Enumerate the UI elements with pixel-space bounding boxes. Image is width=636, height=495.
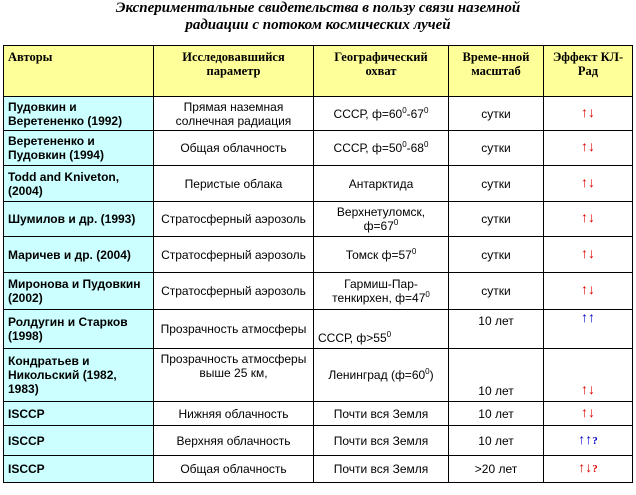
cell-effect [544, 166, 633, 202]
cell-param: Стратосферный аэрозоль [154, 273, 314, 310]
cell-geo [314, 131, 449, 166]
cell-effect [544, 97, 633, 131]
geo-text-mid: -68 [406, 141, 424, 155]
cell-scale: сутки [449, 97, 544, 131]
table-row [4, 402, 633, 426]
arrow-up-icon: ↑ [581, 383, 588, 398]
cell-param: Общая облачность [154, 131, 314, 166]
cell-scale: 10 лет [449, 402, 544, 426]
arrow-down-icon: ↓ [588, 405, 595, 421]
question-mark: ? [592, 463, 598, 475]
cell-authors: ISCCP [4, 426, 154, 456]
cell-param: Стратосферный аэрозоль [154, 202, 314, 237]
header-scale: Време-нной масштаб [449, 46, 544, 97]
title-line-2: радиации с потоком космических лучей [185, 17, 451, 33]
arrow-down-icon: ↓ [588, 140, 595, 155]
cell-geo: Почти вся Земля [314, 402, 449, 426]
cell-geo: Почти вся Земля [314, 426, 449, 456]
table-row [4, 97, 633, 131]
table-row [4, 131, 633, 166]
arrow-down-icon: ↓ [588, 246, 595, 262]
cell-param: Прямая наземная солнечная радиация [154, 97, 314, 131]
cell-scale: сутки [449, 273, 544, 310]
table-row [4, 349, 633, 402]
geo-degree: 0 [393, 218, 399, 227]
header-row [4, 46, 633, 97]
question-mark: ? [592, 434, 598, 447]
cell-param: Прозрачность атмосферы выше 25 км, [154, 349, 314, 402]
arrow-up-icon: ↑ [581, 405, 588, 421]
cell-authors: Миронова и Пудовкин (2002) [4, 273, 154, 310]
cell-authors: Шумилов и др. (1993) [4, 202, 154, 237]
cell-effect [544, 237, 633, 273]
table-row [4, 456, 633, 483]
cell-geo [314, 202, 449, 237]
evidence-table [3, 45, 633, 483]
arrow-down-icon: ↓ [588, 211, 595, 226]
cell-param: Перистые облака [154, 166, 314, 202]
table-row [4, 426, 633, 456]
cell-effect [544, 310, 633, 349]
cell-effect [544, 273, 633, 310]
geo-text: СССР, ф>55 [318, 331, 387, 345]
arrow-up-icon: ↑ [581, 246, 588, 262]
arrow-down-icon: ↓ [588, 175, 595, 191]
arrow-down-icon: ↓ [588, 283, 595, 298]
arrow-down-icon: ↓ [588, 383, 595, 398]
geo-degree: 0 [423, 105, 429, 115]
arrow-up-icon: ↑ [581, 140, 588, 155]
cell-authors: ISCCP [4, 456, 154, 483]
cell-param: Верхняя облачность [154, 426, 314, 456]
geo-degree: 0 [425, 290, 430, 299]
geo-text: Гармиш-Пар-тенкирхен, ф=47 [332, 277, 426, 305]
cell-scale: 10 лет [449, 310, 544, 349]
table-row [4, 237, 633, 273]
cell-authors: Пудовкин и Веретененко (1992) [4, 97, 154, 131]
geo-text: Томск ф=57 [345, 247, 412, 262]
cell-scale: сутки [449, 202, 544, 237]
cell-authors: Ролдугин и Старков (1998) [4, 310, 154, 349]
cell-scale: сутки [449, 131, 544, 166]
header-geo: Географический охват [314, 46, 449, 97]
arrow-up-icon: ↑ [578, 432, 586, 448]
cell-effect [544, 202, 633, 237]
cell-geo [314, 237, 449, 273]
geo-text-tail: ) [429, 368, 434, 382]
geo-degree: 0 [402, 140, 407, 149]
cell-geo: Почти вся Земля [314, 456, 449, 483]
geo-text-mid: -67 [406, 106, 424, 121]
slide-title [0, 0, 636, 34]
geo-text: СССР, ф=50 [333, 141, 403, 155]
arrow-down-icon: ↓ [585, 461, 593, 476]
cell-param: Стратосферный аэрозоль [154, 237, 314, 273]
arrow-up-icon: ↑ [581, 175, 588, 191]
cell-effect [544, 426, 633, 456]
geo-degree: 0 [425, 367, 430, 376]
cell-param: Общая облачность [154, 456, 314, 483]
cell-geo [314, 97, 449, 131]
cell-authors: Todd and Kniveton, (2004) [4, 166, 154, 202]
arrow-up-icon: ↑ [581, 283, 588, 298]
cell-scale: >20 лет [449, 456, 544, 483]
geo-degree: 0 [402, 105, 407, 115]
table-row [4, 273, 633, 310]
arrow-up-icon: ↑ [578, 461, 586, 476]
table-row [4, 166, 633, 202]
arrow-up-icon: ↑ [581, 211, 588, 226]
geo-degree: 0 [411, 246, 417, 256]
geo-degree: 0 [386, 330, 392, 339]
cell-authors: Кондратьев и Никольский (1982, 1983) [4, 349, 154, 402]
title-line-1: Экспериментальные свидетельства в пользу связи наземной [115, 0, 521, 16]
geo-text: Верхнетуломск, ф=67 [336, 205, 426, 233]
geo-text: СССР, ф=60 [333, 106, 403, 121]
header-authors: Авторы [4, 46, 154, 97]
cell-scale: 10 лет [449, 426, 544, 456]
cell-param: Нижняя облачность [154, 402, 314, 426]
cell-param: Прозрачность атмосферы [154, 310, 314, 349]
arrow-down-icon: ↓ [588, 105, 595, 121]
header-param: Исследовавшийся параметр [154, 46, 314, 97]
cell-effect [544, 349, 633, 402]
cell-effect [544, 456, 633, 483]
cell-geo [314, 349, 449, 402]
cell-geo [314, 310, 449, 349]
cell-authors: Веретененко и Пудовкин (1994) [4, 131, 154, 166]
arrow-up-icon: ↑ [581, 105, 588, 121]
cell-geo: Антарктида [314, 166, 449, 202]
cell-scale: сутки [449, 166, 544, 202]
cell-geo [314, 273, 449, 310]
cell-authors: ISCCP [4, 402, 154, 426]
header-effect: Эффект КЛ-Рад [544, 46, 633, 97]
table-row [4, 202, 633, 237]
arrow-up-icon: ↑ [588, 311, 595, 326]
table-row [4, 310, 633, 349]
arrow-up-icon: ↑ [581, 311, 588, 326]
arrow-up-icon: ↑ [585, 432, 593, 448]
geo-text: Ленинград (ф=60 [328, 368, 426, 382]
cell-scale: 10 лет [449, 349, 544, 402]
cell-effect [544, 402, 633, 426]
cell-effect [544, 131, 633, 166]
geo-degree: 0 [423, 140, 429, 149]
cell-scale: сутки [449, 237, 544, 273]
cell-authors: Маричев и др. (2004) [4, 237, 154, 273]
